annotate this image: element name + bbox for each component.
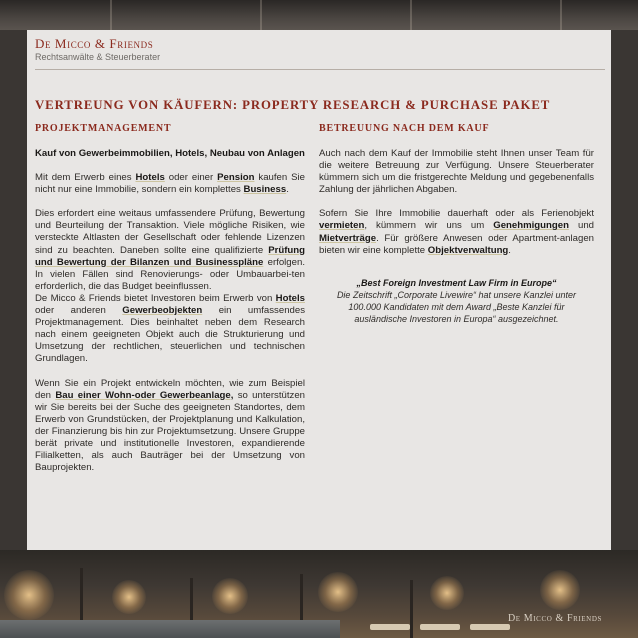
right-column: [319, 123, 594, 325]
left-column: [35, 123, 305, 474]
paragraph: De Micco & Friends bietet Investoren beim Erwerb von Hotels oder anderen Gewerbeobjekten ein umfassendes Projektmanagement. Dies beinhaltet neben dem Research nach einem geeigneten Objekt auch die Strukturierung und Umsetzung der rechtlichen, steuerlichen und technischen Grundlagen.: [35, 292, 305, 365]
content-panel: [27, 30, 611, 550]
paragraph: Auch nach dem Kauf der Immobilie steht Ihnen unser Team für die weitere Betreuung zur Verfügung. Unsere Steuerberater kümmern sich um die fristgerechte Meldung und gegebenenfalls Zahlung der jährlichen Abgaben.: [319, 148, 594, 196]
section-heading-projektmanagement: PROJEKTMANAGEMENT: [35, 123, 172, 134]
header-photo: [0, 0, 638, 30]
section-subheading: Kauf von Gewerbeimmobilien, Hotels, Neubau von Anlagen: [35, 148, 305, 159]
section-heading-betreuung: BETREUUNG NACH DEM KAUF: [319, 123, 490, 134]
footer-brand: De Micco & Friends: [507, 613, 602, 624]
award-text: Die Zeitschrift „Corporate Livewire“ hat unsere Kanzlei unter 100.000 Kandidaten mit dem Award „Beste Kanzlei für ausländische Investoren in Europa“ ausgezeichnet.: [336, 289, 577, 324]
award-title: „Best Foreign Investment Law Firm in Europe“: [356, 277, 557, 288]
award-quote: [319, 277, 594, 325]
paragraph: Mit dem Erwerb eines Hotels oder einer Pension kaufen Sie nicht nur eine Immobilie, sondern ein komplettes Business.: [35, 172, 306, 196]
divider: [35, 69, 605, 70]
footer-photo: [0, 550, 638, 638]
brand-subtitle: Rechtsanwälte & Steuerberater: [35, 52, 161, 62]
paragraph: Dies erfordert eine weitaus umfassendere Prüfung, Bewertung und Beurteilung der Transaktion. Viele mögliche Risiken, wie versteckte Altlasten der Gesellschaft oder fehlende Lizenzen sind zu beachten. Daneben sollte eine qualifizierte Prüfung und Bewertung der Bilanzen und Businesspläne erfolgen. In vielen Fällen sind Renovierungs- oder Umbauarbei-ten erforderlich, die das Budget beeinflussen.: [35, 208, 305, 292]
brand-block: [35, 36, 160, 63]
brand-name: De Micco & Friends: [35, 36, 154, 51]
page-title: VERTREUNG VON KÄUFERN: PROPERTY RESEARCH & PURCHASE PAKET: [35, 98, 551, 112]
paragraph: Sofern Sie Ihre Immobilie dauerhaft oder als Ferienobjekt vermieten, kümmern wir uns um Genehmigungen und Mietverträge. Für größere Anwesen oder Apartment-anlagen bieten wir eine komplette Objektverwaltung.: [319, 208, 594, 256]
paragraph: Wenn Sie ein Projekt entwickeln möchten, wie zum Beispiel den Bau einer Wohn-oder Gewerbeanlage, so unterstützen wir Sie bereits bei der Suche des geeigneten Standortes, dem Erwerb von Grundstücken, der Projektplanung und Kalkulation, der Finanzierung bis hin zur Projektumsetzung. Unsere Gruppe berät private und institutionelle Investoren, expandierende Filialketten, als auch Bauträger bei der Umsetzung von Bauprojekten.: [35, 377, 305, 474]
